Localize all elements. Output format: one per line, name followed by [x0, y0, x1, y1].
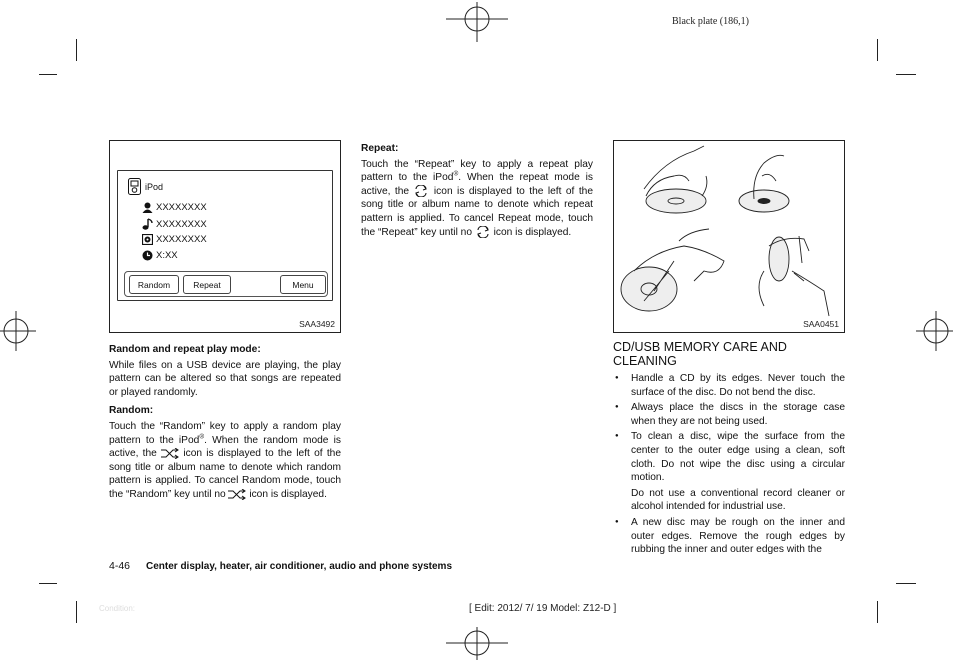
album-text: XXXXXXXX [156, 234, 207, 245]
left-column [109, 343, 341, 502]
clock-icon [142, 250, 153, 261]
random-text-4: icon is displayed. [246, 488, 327, 500]
ipod-display [117, 170, 333, 301]
cd-care-title: CD/USB MEMORY CARE AND CLEANING [613, 340, 787, 368]
shuffle-icon [161, 448, 179, 459]
registered-mark: ® [453, 170, 459, 178]
chapter-title: Center display, heater, air conditioner, audio and phone systems [146, 561, 453, 572]
bullet-handle-cd: ● Handle a CD by its edges. Never touch the surface of the disc. Do not bend the disc. [613, 372, 845, 399]
screen-title-text: iPod [145, 181, 164, 192]
repeat-text-3: icon is displayed to the left of the song title or album name to denote which repeat pattern is applied. To cancel Repeat mode, touch the “Repeat” key until no [361, 185, 593, 238]
repeat-text-1: Touch the “Repeat” key to apply a repeat play pattern to the iPod [361, 158, 593, 184]
repeat-icon [413, 185, 429, 197]
artist-row [142, 202, 207, 213]
registered-mark: ® [199, 433, 205, 441]
random-heading: Random: [109, 405, 154, 417]
random-repeat-heading: Random and repeat play mode: [109, 344, 261, 355]
right-column [613, 372, 845, 559]
repeat-paragraph [361, 158, 593, 240]
repeat-heading: Repeat: [361, 143, 399, 154]
random-text-1: Touch the “Random” key to apply a random play pattern to the iPod [109, 420, 341, 446]
figure-right-label: SAA0451 [803, 319, 839, 329]
song-text: XXXXXXXX [156, 218, 207, 230]
repeat-text-4: icon is displayed. [490, 226, 572, 238]
person-icon [142, 202, 153, 213]
cd-handling-illustration [614, 141, 844, 332]
album-row [142, 234, 207, 245]
album-icon [142, 234, 153, 245]
page-number: 4-46 [109, 560, 131, 572]
screen-title [128, 178, 163, 195]
middle-column [361, 142, 593, 239]
plate-label: Black plate (186,1) [672, 16, 749, 27]
shuffle-icon [228, 489, 246, 500]
cd-cleaning-figure [613, 140, 845, 333]
ipod-screen-figure [109, 140, 341, 333]
bullet-storage-case: ● Always place the discs in the storage case when they are not being used. [613, 401, 845, 428]
random-text-3: icon is displayed to the left of the song title or album name to denote which random pattern is applied. To cancel Random mode, touch the “Random” key until no [109, 448, 341, 500]
condition-label: Condition: [99, 604, 136, 613]
ipod-icon [128, 178, 141, 195]
song-row [142, 218, 207, 230]
music-note-icon [142, 218, 153, 230]
artist-text: XXXXXXXX [156, 202, 207, 213]
bullet-rough-edges: ● A new disc may be rough on the inner and outer edges. Remove the rough edges by rubbing the inner and outer edges with the [613, 516, 845, 557]
menu-button[interactable]: Menu [280, 275, 326, 294]
random-paragraph [109, 420, 341, 502]
random-repeat-intro: While files on a USB device are playing, the play pattern can be altered so that songs are repeated or played randomly. [109, 359, 341, 398]
repeat-icon [475, 226, 491, 238]
bullet-clean-disc: ● To clean a disc, wipe the surface from the center to the outer edge using a clean, soft cloth. Do not wipe the disc using a circular motion. [613, 430, 845, 484]
random-text-2: . When the random mode is active, the [109, 434, 341, 460]
time-text: X:XX [156, 250, 178, 261]
repeat-text-2: . When the repeat mode is active, the [361, 172, 594, 197]
time-row [142, 250, 178, 261]
random-button[interactable]: Random [129, 275, 179, 294]
repeat-button[interactable]: Repeat [183, 275, 231, 294]
bullet-no-cleaner: Do not use a conventional record cleaner or alcohol intended for industrial use. [631, 487, 845, 513]
button-strip [124, 271, 328, 297]
edit-info: [ Edit: 2012/ 7/ 19 Model: Z12-D ] [469, 603, 617, 614]
figure-left-label: SAA3492 [299, 319, 335, 329]
